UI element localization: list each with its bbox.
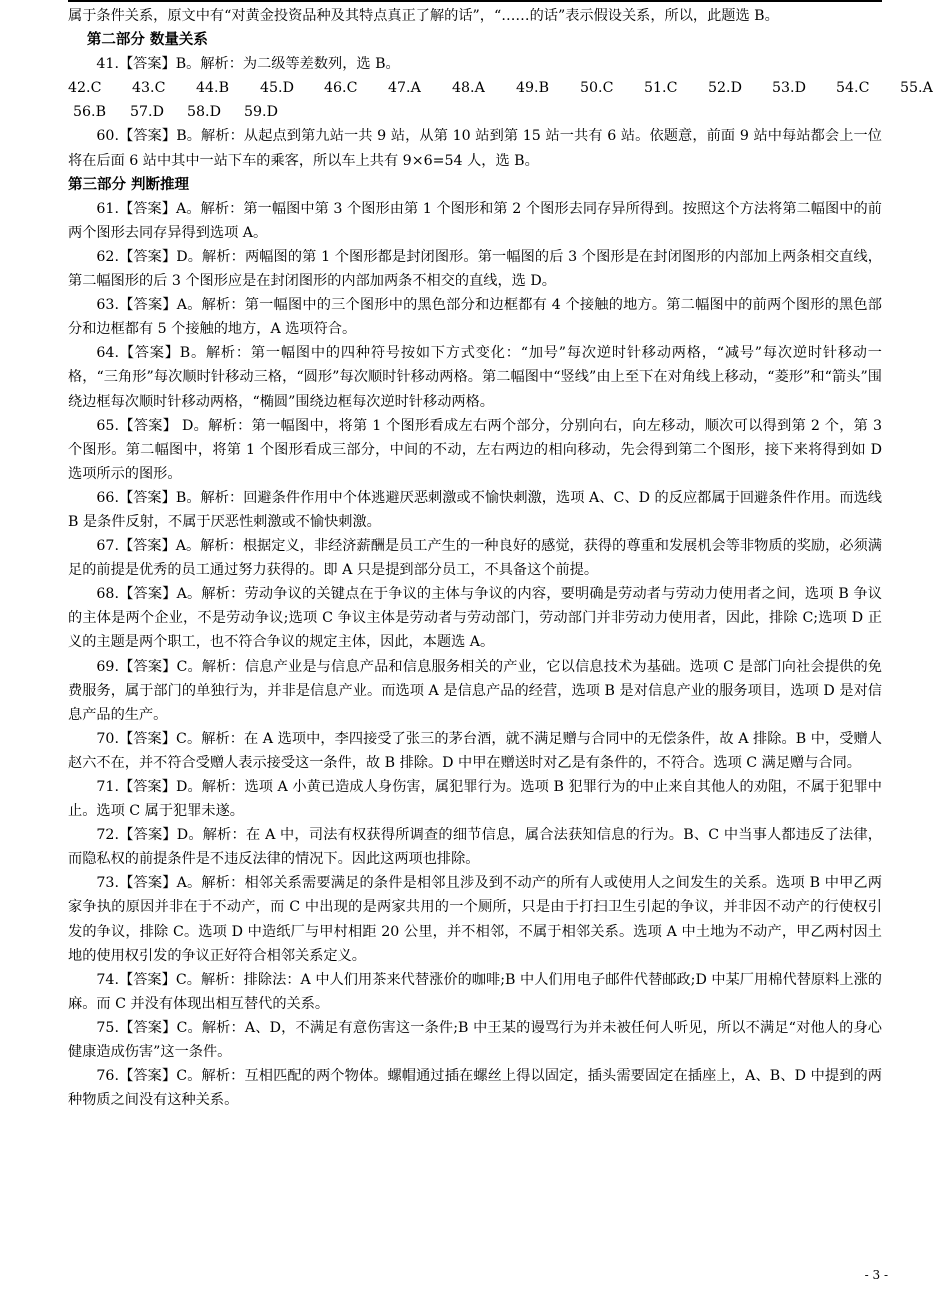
answer-key-item: 55.A <box>900 80 933 97</box>
continued-paragraph: 属于条件关系，原文中有“对黄金投资品种及其特点真正了解的话”，“……的话”表示假设关系，所以，此题选 B。 <box>68 8 779 24</box>
answer-73: 73.【答案】A。解析：相邻关系需要满足的条件是相邻且涉及到不动产的所有人或使用人之间发生的关系。选项 B 中甲乙两家争执的原因并非在于不动产，而 C 中出现的是两家共用的一个厕所，只是由于打扫卫生引起的争议，并非因不动产的行使权引发的争议，排除 C。选项 D 中造纸厂与甲村相距 20 公里，并不相邻，不属于相邻关系。选项 A 中土地为不动产，甲乙两村因土地的使用权引发的争议正好符合相邻关系定义。 <box>68 875 882 964</box>
answer-key-row-1 <box>68 76 933 100</box>
answer-62: 62.【答案】D。解析：两幅图的第 1 个图形都是封闭图形。第一幅图的后 3 个图形是在封闭图形的内部加上两条相交直线，第二幅图形的后 3 个图形应是在封闭图形的内部加两条不相交的直线，选 D。 <box>68 248 882 290</box>
answer-72: 72.【答案】D。解析：在 A 中，司法有权获得所调查的细节信息，属合法获知信息的行为。B、C 中当事人都违反了法律，而隐私权的前提条件是不违反法律的情况下。因此这两项也排除。 <box>68 827 882 868</box>
answer-key-item: 44.B <box>196 80 229 97</box>
answer-key-item: 57.D <box>130 104 164 121</box>
answer-68: 68.【答案】A。解析：劳动争议的关键点在于争议的主体与争议的内容，要明确是劳动者与劳动力使用者之间，选项 B 争议的主体是两个企业，不是劳动争议;选项 C 争议主体是劳动者与劳动部门，劳动部门并非劳动力使用者，因此，排除 C;选项 D 正义的主题是两个职工，也不符合争议的规定主体，因此，本题选 A。 <box>68 586 882 651</box>
answer-67: 67.【答案】A。解析：根据定义，非经济薪酬是员工产生的一种良好的感觉，获得的尊重和发展机会等非物质的奖励，必须满足的前提是优秀的员工通过努力获得的。即 A 只是提到部分员工，不具备这个前提。 <box>68 538 882 579</box>
answer-70: 70.【答案】C。解析：在 A 选项中，李四接受了张三的茅台酒，就不满足赠与合同中的无偿条件，故 A 排除。B 中，受赠人赵六不在，并不符合受赠人表示接受这一条件，故 B 排除。D 中甲在赠送时对乙是有条件的，不符合。选项 C 满足赠与合同。 <box>68 730 882 771</box>
answer-64: 64.【答案】B。解析：第一幅图中的四种符号按如下方式变化：“加号”每次逆时针移动两格，“减号”每次逆时针移动一格，“三角形”每次顺时针移动三格，“圆形”每次顺时针移动两格。第二幅图中“竖线”由上至下在对角线上移动，“菱形”和“箭头”围绕边框每次顺时针移动两格，“椭圆”围绕边框每次逆时针移动两格。 <box>68 345 882 410</box>
answer-key-item: 46.C <box>324 80 358 97</box>
answer-key-item: 51.C <box>644 80 678 97</box>
answer-41: 41.【答案】B。解析：为二级等差数列，选 B。 <box>96 56 400 73</box>
answer-key-row-2 <box>68 100 882 124</box>
answer-key-item: 52.D <box>708 80 742 97</box>
answer-74: 74.【答案】C。解析：排除法：A 中人们用茶来代替涨价的咖啡;B 中人们用电子邮件代替邮政;D 中某厂用棉代替原料上涨的麻。而 C 并没有体现出相互替代的关系。 <box>68 971 882 1012</box>
answer-key-item: 45.D <box>260 80 294 97</box>
answer-key-item: 59.D <box>244 104 278 121</box>
answer-65: 65.【答案】 D。解析：第一幅图中，将第 1 个图形看成左右两个部分，分别向右，向左移动，顺次可以得到第 2 个，第 3 个图形。第二幅图中，将第 1 个图形看成三部分，中间的不动，左右两边的相向移动，先会得到第二个图形，接下来将得到如 D 选项所示的图形。 <box>68 417 882 482</box>
section-heading-reasoning: 第三部分 判断推理 <box>68 175 190 193</box>
answer-key-item: 56.B <box>73 104 106 121</box>
answer-key-item: 48.A <box>452 80 485 97</box>
answer-71: 71.【答案】D。解析：选项 A 小黄已造成人身伤害，属犯罪行为。选项 B 犯罪行为的中止来自其他人的劝阻，不属于犯罪中止。选项 C 属于犯罪未遂。 <box>68 779 882 820</box>
answer-66: 66.【答案】B。解析：回避条件作用中个体逃避厌恶刺激或不愉快刺激，选项 A、C、D 的反应都属于回避条件作用。而选线 B 是条件反射，不属于厌恶性刺激或不愉快刺激。 <box>68 489 882 530</box>
section-heading-quantity: 第二部分 数量关系 <box>86 31 208 49</box>
page-content <box>68 4 933 1112</box>
answer-key-item: 54.C <box>836 80 870 97</box>
answer-60: 60.【答案】B。解析：从起点到第九站一共 9 站，从第 10 站到第 15 站一共有 6 站。依题意，前面 9 站中每站都会上一位将在后面 6 站中其中一站下车的乘客，所以车上共有 9×6=54 人，选 B。 <box>68 128 882 169</box>
top-rule <box>68 0 882 2</box>
answer-key-item: 42.C <box>68 80 102 97</box>
page-number: - 3 - <box>864 1268 888 1282</box>
answer-key-item: 50.C <box>580 80 614 97</box>
answer-key-item: 49.B <box>516 80 549 97</box>
answer-69: 69.【答案】C。解析：信息产业是与信息产品和信息服务相关的产业，它以信息技术为基础。选项 C 是部门向社会提供的免费服务，属于部门的单独行为，并非是信息产业。而选项 A 是信息产品的经营，选项 B 是对信息产业的服务项目，选项 D 是对信息产品的生产。 <box>68 658 882 723</box>
answer-63: 63.【答案】A。解析：第一幅图中的三个图形中的黑色部分和边框都有 4 个接触的地方。第二幅图中的前两个图形的黑色部分和边框都有 5 个接触的地方，A 选项符合。 <box>68 297 882 338</box>
answer-key-item: 58.D <box>187 104 221 121</box>
answer-61: 61.【答案】A。解析：第一幅图中第 3 个图形由第 1 个图形和第 2 个图形去同存异所得到。按照这个方法将第二幅图中的前两个图形去同存异得到选项 A。 <box>68 200 882 241</box>
answer-key-item: 53.D <box>772 80 806 97</box>
answer-76: 76.【答案】C。解析：互相匹配的两个物体。螺帽通过插在螺丝上得以固定，插头需要固定在插座上，A、B、D 中提到的两种物质之间没有这种关系。 <box>68 1068 882 1109</box>
answer-key-item: 43.C <box>132 80 166 97</box>
answer-75: 75.【答案】C。解析：A、D，不满足有意伤害这一条件;B 中王某的谩骂行为并未被任何人听见，所以不满足“对他人的身心健康造成伤害”这一条件。 <box>68 1019 882 1061</box>
answer-key-item: 47.A <box>388 80 421 97</box>
